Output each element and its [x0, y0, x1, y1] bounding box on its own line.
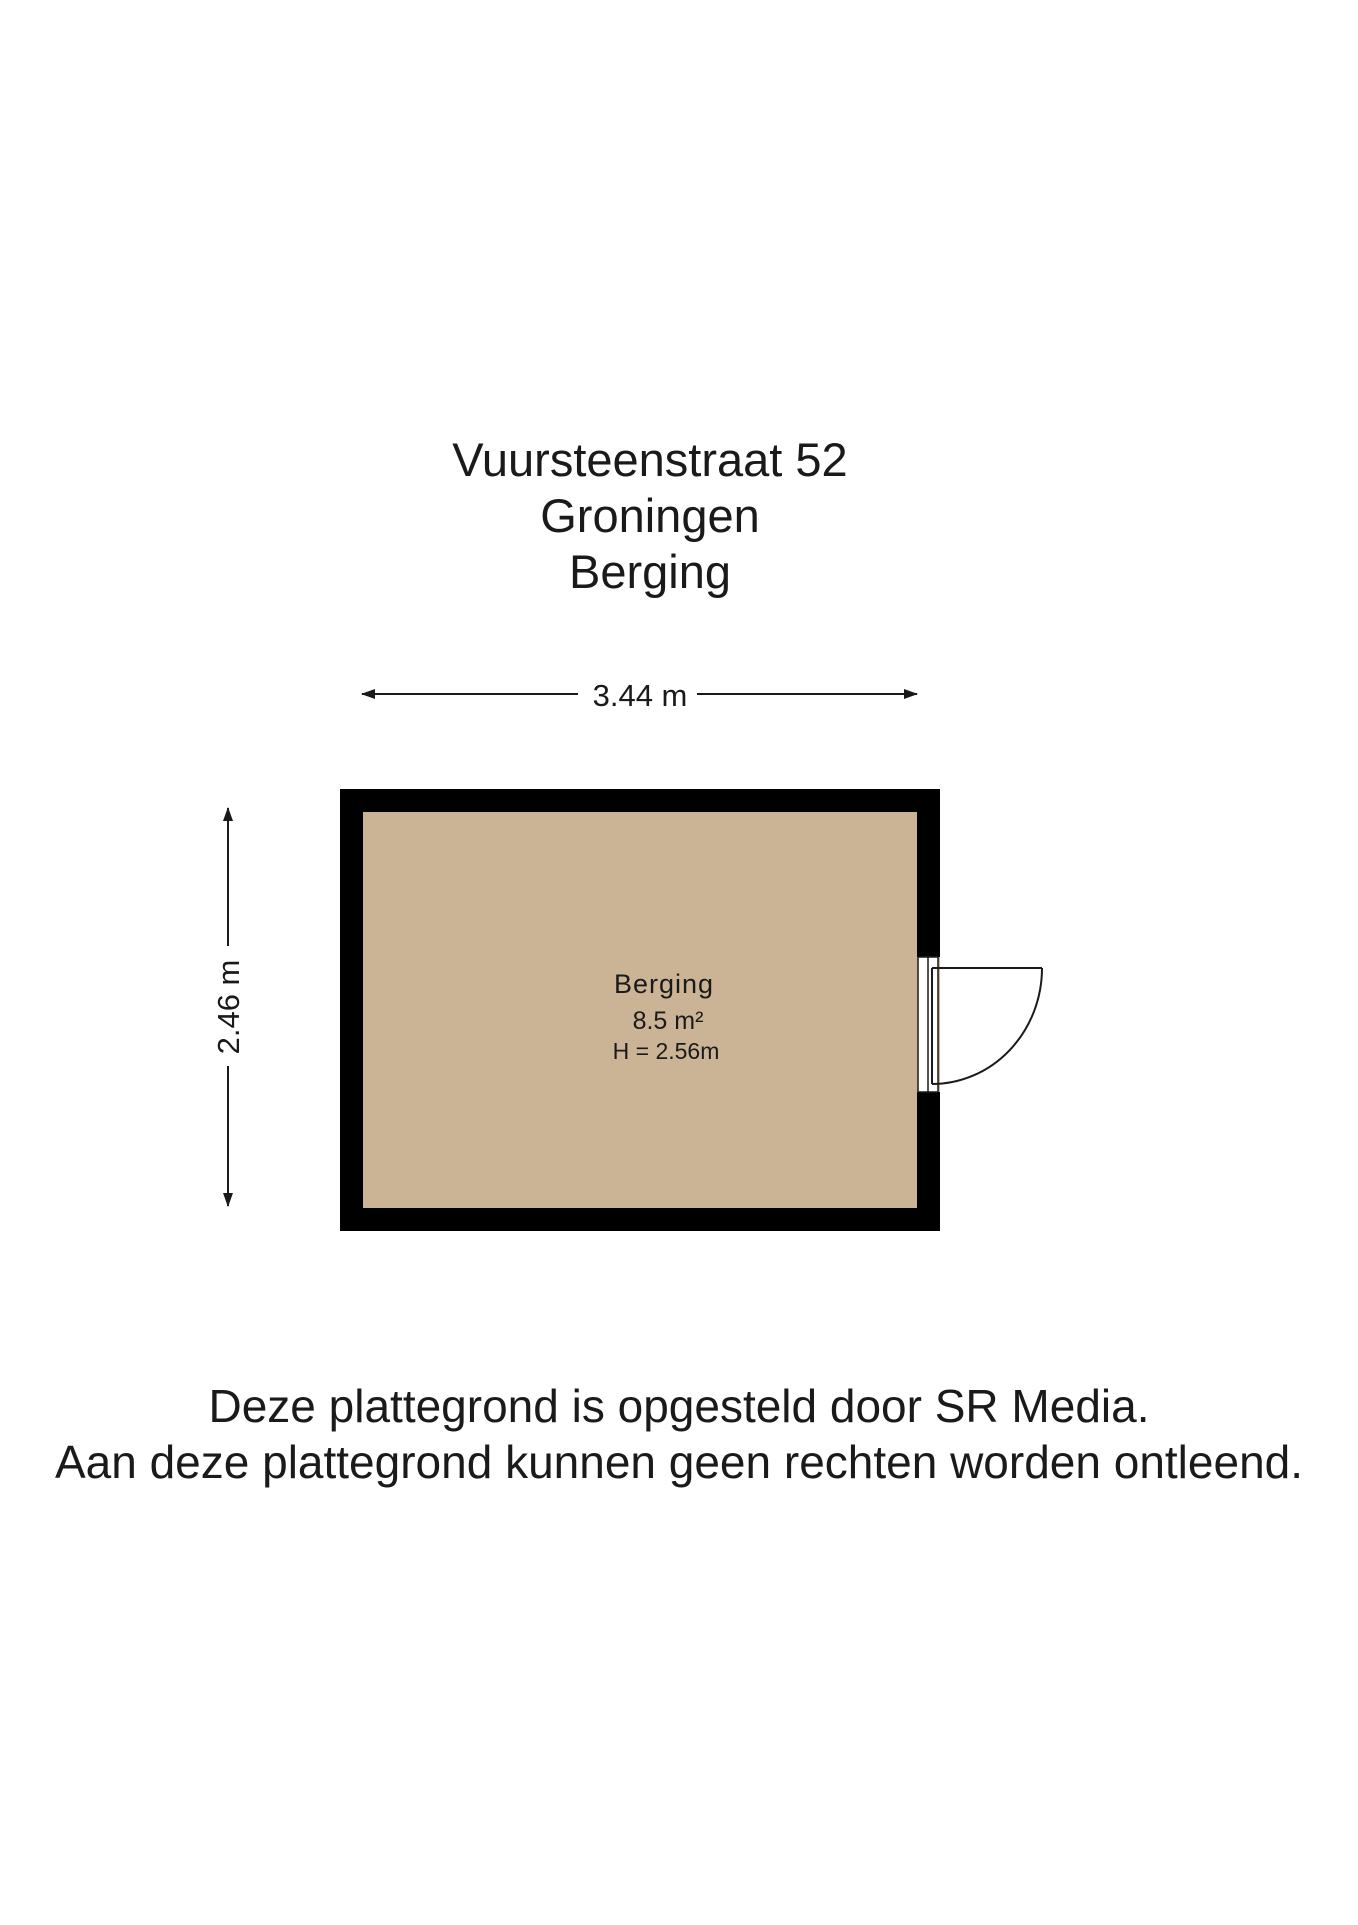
wall-top: [340, 789, 940, 812]
disclaimer: [0, 1378, 1358, 1490]
wall-right-lower: [917, 1092, 940, 1231]
wall-left: [340, 789, 363, 1231]
wall-right-upper: [917, 789, 940, 957]
disclaimer-line-1: Deze plattegrond is opgesteld door SR Media.: [208, 1380, 1150, 1432]
address-label: Vuursteenstraat 52: [452, 433, 848, 486]
width-dimension: [362, 678, 917, 713]
height-dimension-label: 2.46 m: [211, 959, 246, 1055]
room-berging: [340, 789, 1042, 1231]
wall-bottom: [340, 1208, 940, 1231]
disclaimer-line-2: Aan deze plattegrond kunnen geen rechten worden ontleend.: [54, 1436, 1304, 1488]
door-swing-arc: [932, 968, 1042, 1084]
room-ceiling-height: H = 2.56m: [612, 1038, 720, 1064]
room-area: 8.5 m²: [632, 1007, 704, 1035]
width-dimension-label: 3.44 m: [592, 678, 688, 713]
room-name: Berging: [613, 969, 715, 999]
door: [918, 957, 1042, 1092]
height-dimension: [211, 808, 246, 1206]
city-label: Groningen: [540, 489, 760, 542]
floor-label: Berging: [569, 545, 731, 598]
